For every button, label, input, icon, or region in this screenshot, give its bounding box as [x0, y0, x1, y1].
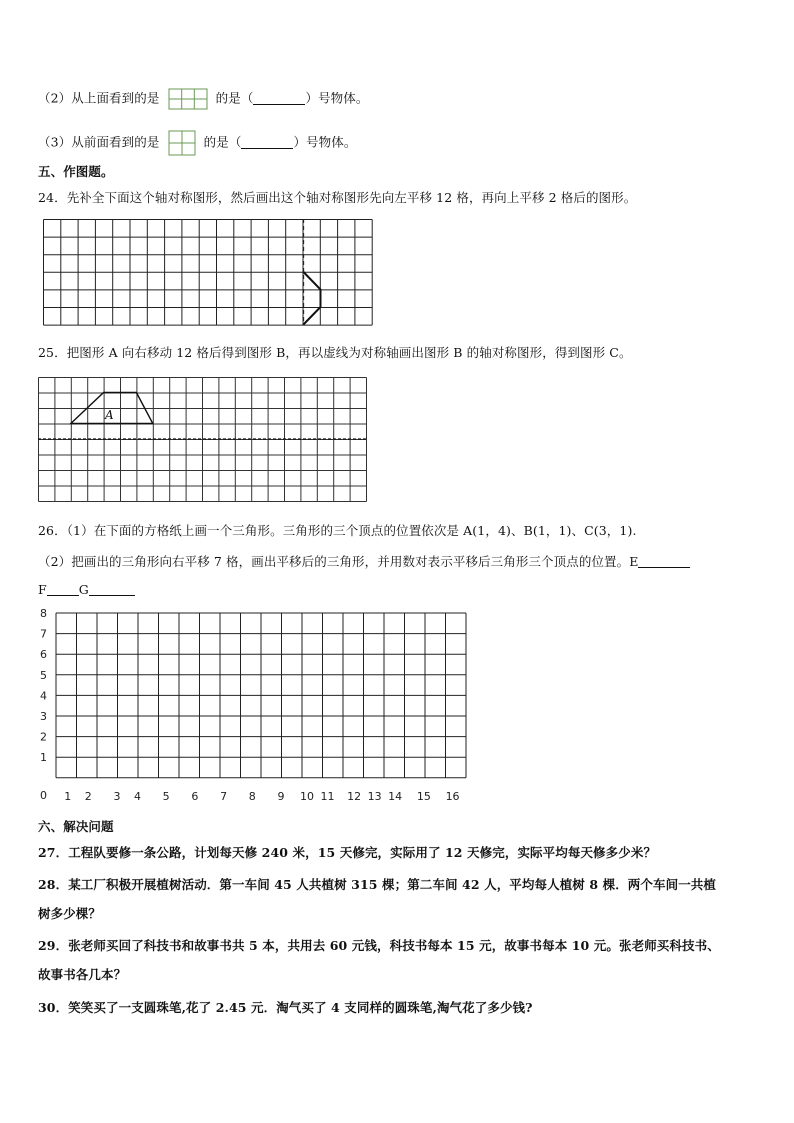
q23-sub2-prefix: （2）从上面看到的是 [38, 90, 160, 106]
y-tick-label: 8 [40, 607, 47, 620]
label-f: F [38, 582, 47, 597]
section-6-heading: 六、解决问题 [38, 819, 114, 834]
question-29-line1: 29．张老师买回了科技书和故事书共 5 本，共用去 60 元钱，科技书每本 15 元，故事书每本 10 元。张老师买科技书、 [38, 938, 720, 953]
question-29-line2: 故事书各几本？ [38, 967, 127, 982]
question-30: 30．笑笑买了一支圆珠笔,花了 2.45 元．淘气买了 4 支同样的圆珠笔,淘气花了多少钱? [38, 1000, 533, 1015]
question-26-part2 [38, 552, 690, 570]
q23-sub2-suffix: 的是（ [215, 90, 254, 106]
question-24: 24．先补全下面这个轴对称图形，然后画出这个轴对称图形先向左平移 12 格，再向上平移 2 格后的图形。 [38, 190, 637, 205]
q23-sub3 [38, 130, 356, 156]
section-5-heading: 五、作图题。 [38, 164, 114, 179]
top-view-figure [168, 88, 208, 110]
q24-half-figure [304, 272, 321, 325]
y-tick-label: 2 [40, 730, 47, 744]
y-tick-label: 3 [40, 710, 47, 723]
answer-blank[interactable] [253, 92, 305, 105]
question-28-line2: 树多少棵？ [38, 906, 102, 921]
x-tick-label: 16 [445, 789, 460, 803]
x-tick-label: 14 [388, 789, 403, 803]
question-27: 27．工程队要修一条公路，计划每天修 240 米，15 天修完，实际用了 12 天修完，实际平均每天修多少米？ [38, 845, 657, 860]
x-tick-label: 13 [367, 789, 382, 803]
x-tick-label: 2 [84, 789, 92, 803]
x-tick-label: 10 [300, 789, 315, 803]
y-tick-label: 5 [40, 668, 47, 682]
x-tick-label: 15 [416, 789, 431, 803]
x-tick-label: 12 [347, 789, 362, 803]
answer-f-blank[interactable] [47, 583, 79, 596]
x-tick-label: 7 [220, 789, 228, 803]
q24-grid[interactable] [43, 219, 373, 327]
q23-sub3-close: ）号物体。 [293, 134, 357, 150]
y-tick-label: 6 [40, 648, 47, 662]
answer-blank[interactable] [241, 136, 293, 149]
shape-a-label: A [105, 408, 114, 422]
label-g: G [78, 582, 89, 597]
y-tick-label: 1 [40, 751, 47, 765]
x-tick-label: 3 [113, 789, 121, 803]
question-28-line1: 28．某工厂积极开展植树活动．第一车间 45 人共植树 315 棵；第二车间 42 人，平均每人植树 8 棵．两个车间一共植 [38, 877, 716, 892]
x-tick-label: 9 [277, 789, 285, 803]
x-tick-label: 5 [162, 789, 170, 803]
q23-sub3-suffix: 的是（ [203, 134, 242, 150]
answer-g-blank[interactable] [89, 583, 135, 596]
q23-sub3-prefix: （3）从前面看到的是 [38, 134, 160, 150]
question-25: 25．把图形 A 向右移动 12 格后得到图形 B，再以虚线为对称轴画出图形 B 的轴对称图形，得到图形 C。 [38, 345, 632, 360]
q23-sub2 [38, 88, 368, 110]
question-26-fg [38, 582, 135, 597]
y-tick-label: 4 [40, 689, 47, 703]
y-tick-label: 7 [40, 627, 47, 641]
front-view-figure [168, 130, 196, 156]
x-tick-label: 11 [320, 789, 335, 803]
q23-sub2-close: ）号物体。 [305, 90, 369, 106]
x-tick-label: 8 [248, 789, 256, 803]
question-26-part1: 26．（1）在下面的方格纸上画一个三角形。三角形的三个顶点的位置依次是 A(1，4)、B(1，1)、C(3，1). [38, 523, 637, 538]
x-tick-label: 6 [191, 789, 199, 803]
coordinate-grid[interactable] [36, 608, 476, 808]
answer-e-blank[interactable] [638, 555, 690, 568]
x-tick-label: 1 [64, 789, 72, 803]
q25-grid[interactable] [38, 377, 368, 503]
question-26-part2-text: （2）把画出的三角形向右平移 7 格，画出平移后的三角形，并用数对表示平移后三角形三个顶点的位置。E [38, 554, 639, 569]
x-tick-label: 4 [133, 789, 141, 803]
origin-label: 0 [40, 789, 47, 802]
